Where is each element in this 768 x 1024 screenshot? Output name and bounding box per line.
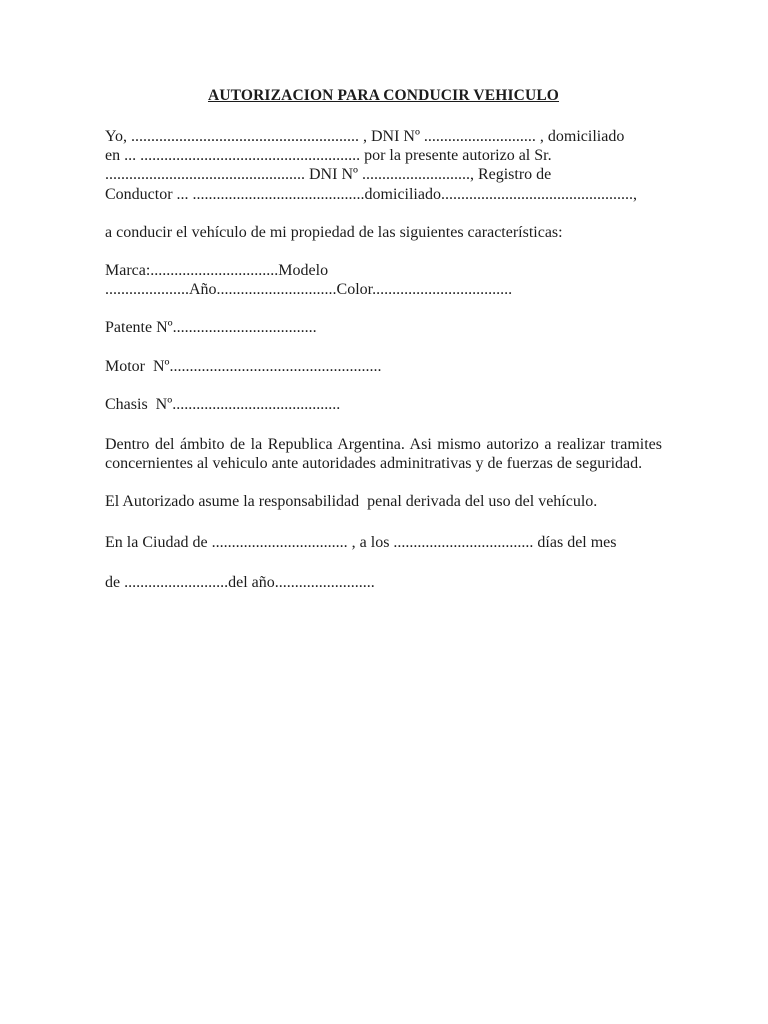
page-title bbox=[105, 86, 662, 105]
field-month-and-year: de ..........................del año......................... bbox=[105, 573, 375, 591]
paragraph-scope-argentina: Dentro del ámbito de la Republica Argentina. Asi mismo autorizo a realizar tramites concernientes al vehiculo ante autoridades adminitrativas y de fuerzas de seguridad. bbox=[105, 436, 666, 473]
field-anio-color: .....................Año..............................Color................................... bbox=[105, 281, 513, 299]
page-title-text: AUTORIZACION PARA CONDUCIR VEHICULO bbox=[207, 87, 560, 104]
intro-line-4: Conductor ... ...........................................domiciliado................................................, bbox=[105, 185, 637, 203]
field-patente: Patente Nº.................................... bbox=[105, 319, 317, 337]
field-marca-modelo: Marca:................................Modelo bbox=[105, 262, 329, 280]
paragraph-liability: El Autorizado asume la responsabilidad penal derivada del uso del vehículo. bbox=[105, 493, 598, 511]
document-body bbox=[105, 86, 666, 611]
intro-line-3: .................................................. DNI Nº ..........................., Registro de bbox=[105, 166, 552, 184]
intro-line-2: en ... ....................................................... por la presente autorizo al Sr. bbox=[105, 147, 552, 165]
paragraph-authorization-intro bbox=[105, 127, 662, 204]
paragraph-vehicle-fields bbox=[105, 261, 662, 299]
field-motor: Motor Nº..................................................... bbox=[105, 357, 382, 375]
paragraph-vehicle-lead-in: a conducir el vehículo de mi propiedad de las siguientes características: bbox=[105, 223, 563, 241]
field-chasis: Chasis Nº.......................................... bbox=[105, 395, 341, 413]
field-city-and-day: En la Ciudad de .................................. , a los ................................... días del mes bbox=[105, 533, 617, 551]
intro-line-1: Yo, ......................................................... , DNI Nº ............................ , domiciliado bbox=[105, 128, 625, 145]
